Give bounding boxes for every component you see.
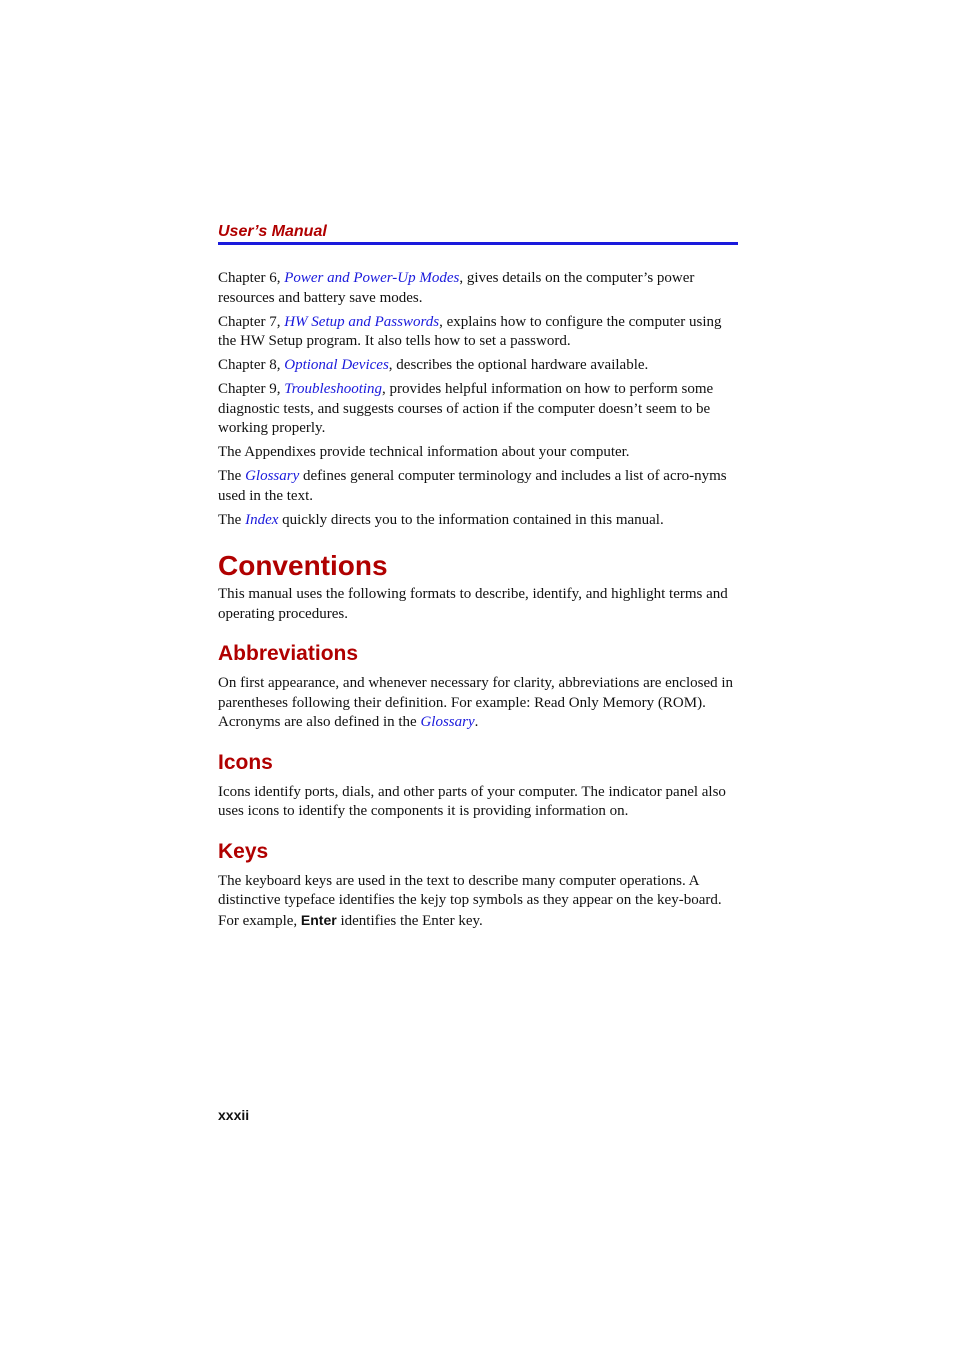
keys-heading: Keys: [218, 839, 269, 863]
page-content: [218, 269, 738, 936]
link-hw-setup[interactable]: HW Setup and Passwords: [284, 313, 440, 330]
abbreviations-paragraph: On first appearance, and whenever necessary for clarity, abbreviations are enclosed in parentheses following their definition. For example: Read Only Memory (ROM). Acronyms are also defined in the Glossary.: [218, 675, 734, 730]
conventions-heading: Conventions: [218, 550, 388, 581]
icons-paragraph: Icons identify ports, dials, and other parts of your computer. The indicator panel also uses icons to identify the components it is providing information on.: [218, 783, 726, 819]
link-glossary-abbreviations[interactable]: Glossary: [420, 714, 475, 730]
chapter-9-paragraph: Chapter 9, Troubleshooting, provides helpful information on how to perform some diagnostic tests, and suggests courses of action if the computer doesn’t seem to be working properly.: [218, 381, 714, 436]
chapter-6-paragraph: Chapter 6, Power and Power-Up Modes, gives details on the computer’s power resources and battery save modes.: [218, 270, 695, 306]
appendixes-paragraph: The Appendixes provide technical information about your computer.: [218, 444, 630, 460]
index-paragraph: The Index quickly directs you to the information contained in this manual.: [218, 511, 664, 528]
keys-paragraph: The keyboard keys are used in the text to describe many computer operations. A distinctive typeface identifies the kejy top symbols as they appear on the key-board. For example, Enter identifies the Enter key.: [218, 872, 722, 929]
conventions-paragraph: This manual uses the following formats to describe, identify, and highlight terms and operating procedures.: [218, 586, 728, 622]
enter-key-example: Enter: [300, 911, 337, 928]
page-number: xxxii: [218, 1107, 250, 1123]
header-rule: [218, 242, 738, 245]
icons-heading: Icons: [218, 750, 273, 774]
link-troubleshooting[interactable]: Troubleshooting: [284, 381, 383, 397]
link-glossary[interactable]: Glossary: [245, 468, 300, 484]
chapter-8-paragraph: Chapter 8, Optional Devices, describes the optional hardware available.: [218, 357, 649, 373]
chapter-7-paragraph: Chapter 7, HW Setup and Passwords, explains how to configure the computer using the HW Setup program. It also tells how to set a password.: [218, 313, 722, 349]
link-index[interactable]: Index: [245, 511, 279, 528]
link-power-modes[interactable]: Power and Power-Up Modes: [284, 270, 460, 286]
manual-title: User’s Manual: [218, 223, 327, 240]
abbreviations-heading: Abbreviations: [218, 642, 359, 665]
glossary-paragraph: The Glossary defines general computer terminology and includes a list of acro-nyms used in the text.: [218, 468, 727, 504]
page-header: [218, 222, 738, 245]
link-optional-devices[interactable]: Optional Devices: [284, 357, 389, 373]
